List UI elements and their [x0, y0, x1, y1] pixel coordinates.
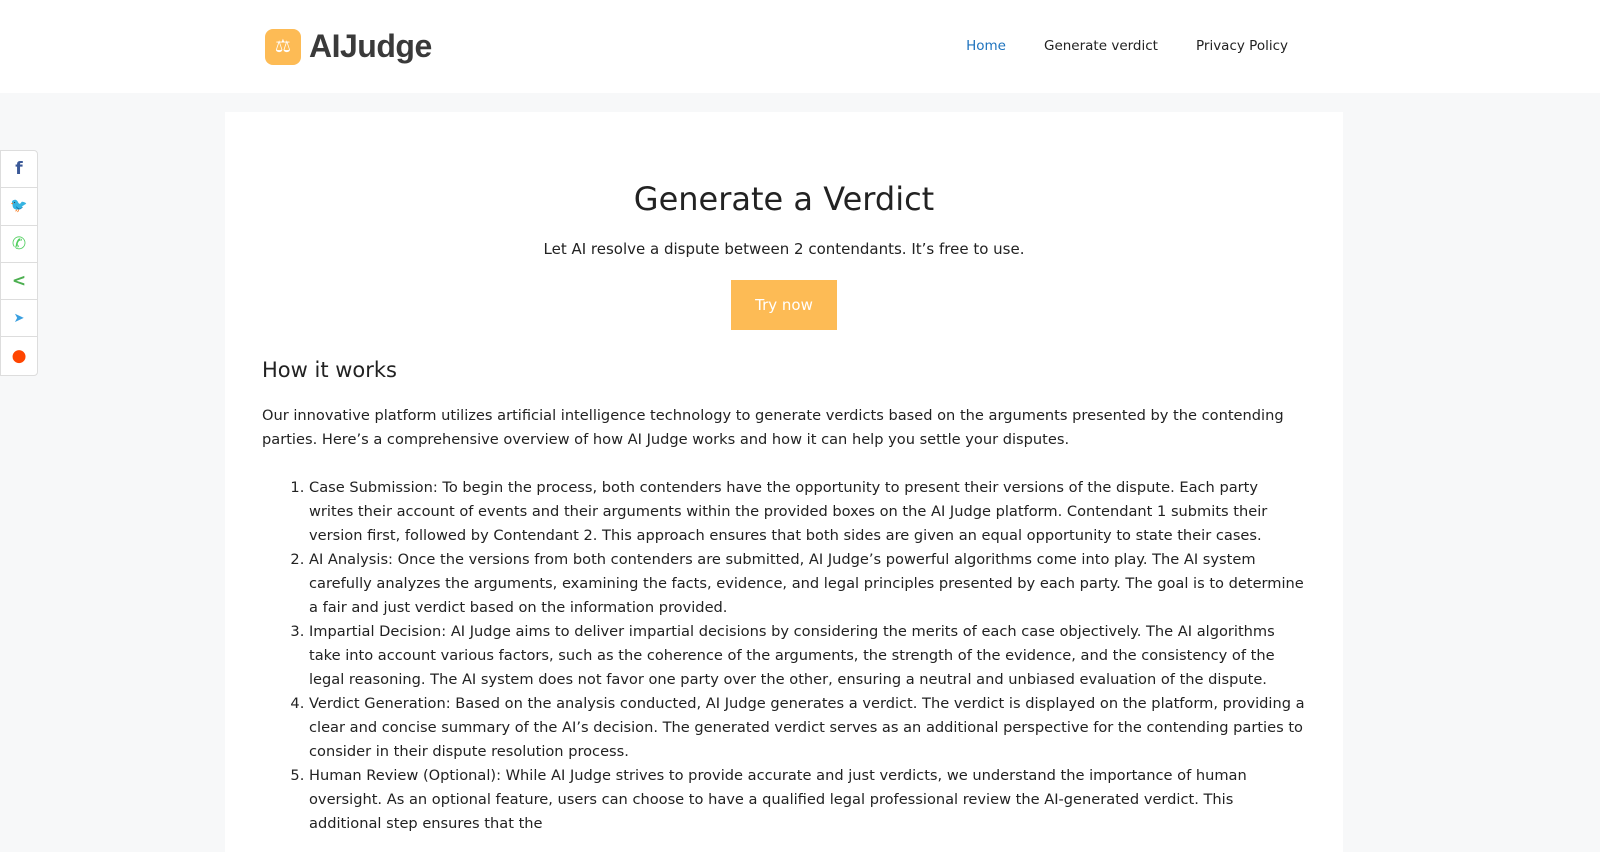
reddit-icon: ● — [11, 346, 27, 367]
list-item: 1. Case Submission: To begin the process, both contenders have the opportunity to present their versions of the dispute. Each party writes their account of events and their arguments within the provided boxes on the AI Judge platform. Contendant 1 submits their version first, followed by Contendant 2. This approach ensures that both sides are given an equal opportunity to state their cases. — [309, 476, 1306, 548]
twitter-share-button[interactable] — [1, 188, 37, 225]
list-item: 2. AI Analysis: Once the versions from both contenders are submitted, AI Judge’s powerful algorithms come into play. The AI system carefully analyzes the arguments, examining the facts, evidence, and legal principles presented by each party. The goal is to determine a fair and just verdict based on the information provided. — [309, 548, 1306, 620]
list-item: 4. Verdict Generation: Based on the analysis conducted, AI Judge generates a verdict. The verdict is displayed on the platform, providing a clear and concise summary of the AI’s decision. The generated verdict serves as an additional perspective for the contending parties to consider in their dispute resolution process. — [309, 692, 1306, 764]
generic-share-button[interactable] — [1, 263, 37, 300]
telegram-share-button[interactable] — [1, 300, 37, 337]
reddit-share-button[interactable] — [1, 337, 37, 374]
facebook-share-button[interactable] — [1, 151, 37, 188]
whatsapp-share-button[interactable] — [1, 226, 37, 263]
main-content — [225, 112, 1343, 852]
list-item: 5. Human Review (Optional): While AI Judge strives to provide accurate and just verdicts, we understand the importance of human oversight. As an optional feature, users can choose to have a qualified legal professional review the AI-generated verdict. This additional step ensures that the — [309, 764, 1306, 836]
telegram-icon: ➤ — [13, 310, 25, 326]
nav-privacy-policy[interactable]: Privacy Policy — [1195, 38, 1288, 54]
how-it-works-heading: How it works — [262, 358, 397, 382]
facebook-icon: f — [15, 159, 23, 180]
brand-name: AIJudge — [309, 28, 432, 64]
site-header — [0, 0, 1600, 93]
try-now-button[interactable]: Try now — [731, 280, 837, 330]
list-item: 3. Impartial Decision: AI Judge aims to deliver impartial decisions by considering the merits of each case objectively. The AI algorithms take into account various factors, such as the coherence of the arguments, the strength of the evidence, and the consistency of the legal reasoning. The AI system does not favor one party over the other, ensuring a neutral and unbiased evaluation of the dispute. — [309, 620, 1306, 692]
twitter-icon: 🐦 — [10, 198, 28, 215]
page-title: Generate a Verdict — [633, 180, 935, 218]
share-bar — [0, 150, 38, 376]
nav-home[interactable]: Home — [966, 38, 1006, 54]
steps-list — [262, 476, 1306, 836]
intro-paragraph: Our innovative platform utilizes artificial intelligence technology to generate verdicts based on the arguments presented by the contending parties. Here’s a comprehensive overview of how AI Judge works and how it can help you settle your disputes. — [262, 407, 1284, 448]
nav-generate-verdict[interactable]: Generate verdict — [1043, 38, 1158, 54]
scales-icon: ⚖ — [265, 29, 301, 65]
page-subtitle: Let AI resolve a dispute between 2 contendants. It’s free to use. — [543, 240, 1025, 258]
logo[interactable] — [265, 28, 432, 65]
main-nav — [966, 38, 1288, 54]
whatsapp-icon: ✆ — [11, 233, 27, 254]
share-icon: < — [11, 271, 27, 292]
